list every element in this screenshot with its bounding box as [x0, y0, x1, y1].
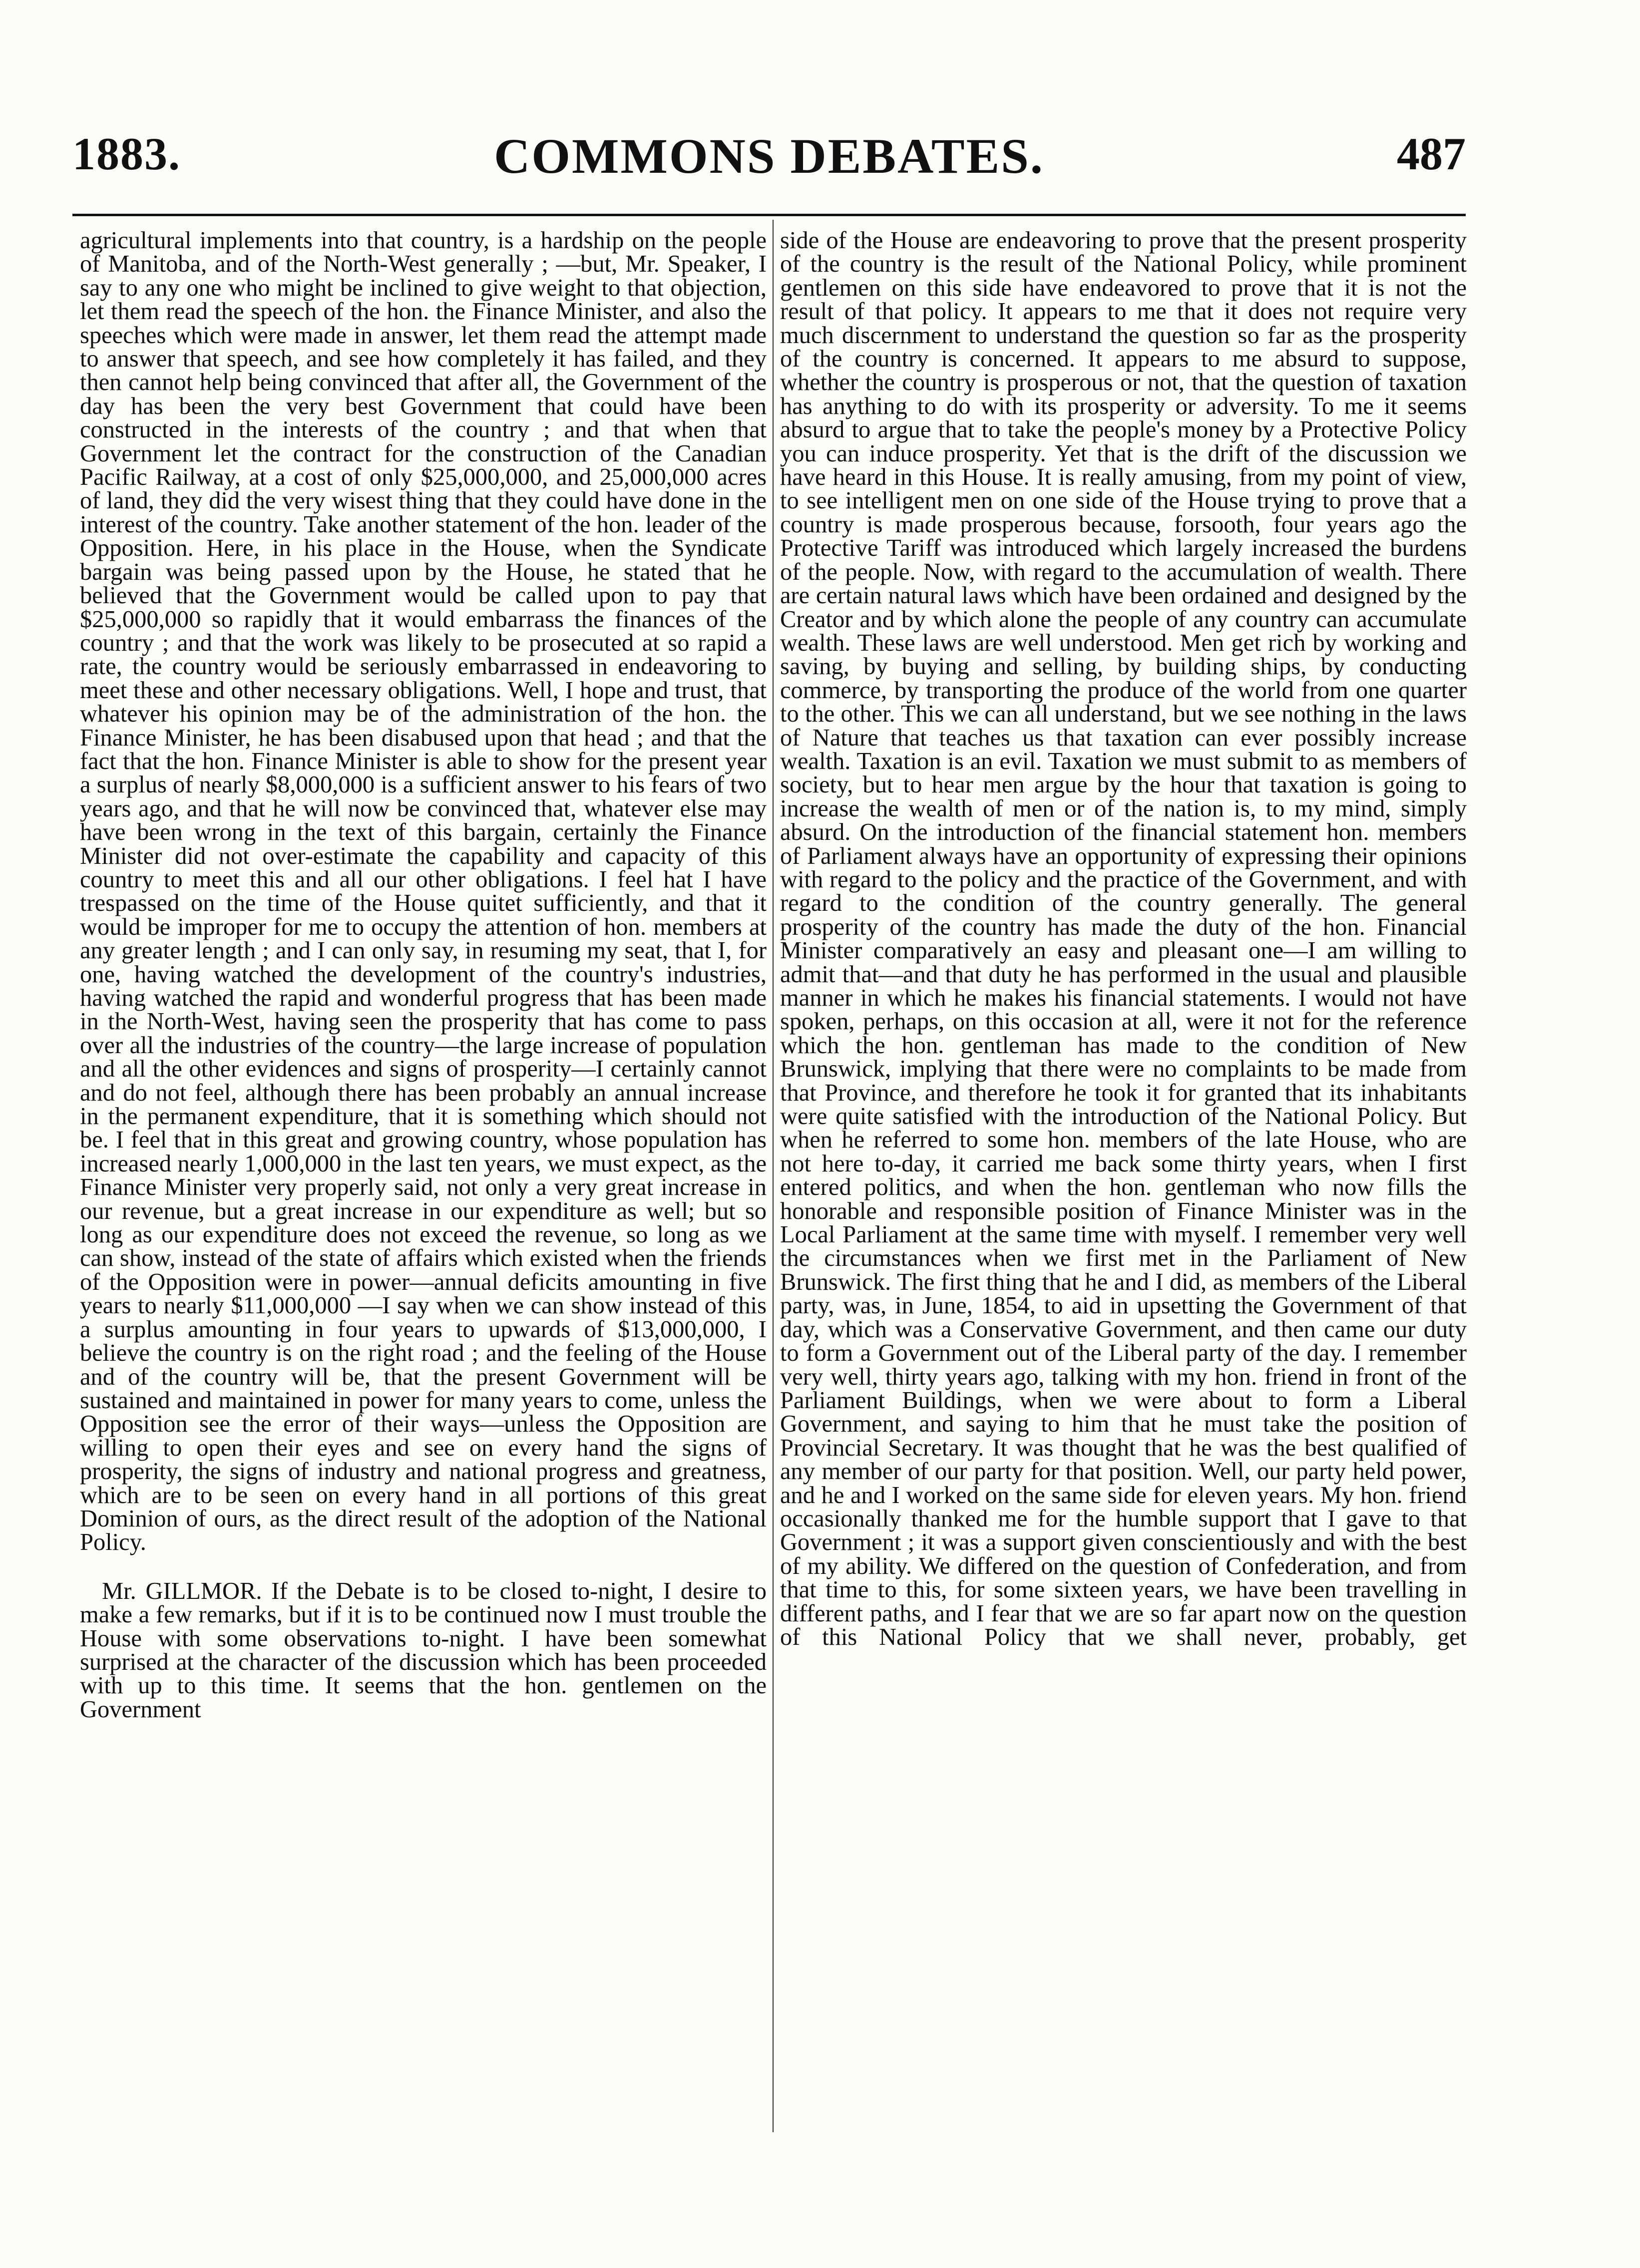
- left-column: [80, 229, 767, 1721]
- column-divider: [773, 220, 774, 2132]
- page-header: [72, 127, 1466, 202]
- header-rule: [72, 214, 1466, 216]
- right-paragraph-1: side of the House are endeavoring to prove that the present prosperity of the country is the result of the National Policy, while prominent gentlemen on this side have endeavored to prove that it is not the result of that policy. It appears to me that it does not require very much discernment to understand the question so far as the prosperity of the country is concerned. It appears to me absurd to suppose, whether the country is prosperous or not, that the question of taxation has anything to do with its prosperity or adversity. To me it seems absurd to argue that to take the people's money by a Protective Policy you can induce prosperity. Yet that is the drift of the discussion we have heard in this House. It is really amusing, from my point of view, to see intelligent men on one side of the House trying to prove that a country is made prosperous because, forsooth, four years ago the Protective Tariff was introduced which largely increased the burdens of the people. Now, with regard to the accumulation of wealth. There are certain natural laws which have been ordained and designed by the Creator and by which alone the people of any country can accumulate wealth. These laws are well understood. Men get rich by working and saving, by buying and selling, by building ships, by conducting commerce, by transporting the produce of the world from one quarter to the other. This we can all understand, but we see nothing in the laws of Nature that teaches us that taxation can ever possibly increase wealth. Taxation is an evil. Taxation we must submit to as members of society, but to hear men argue by the hour that taxation is going to increase the wealth of men or of the nation is, to my mind, simply absurd. On the introduction of the financial statement hon. members of Parliament always have an opportunity of expressing their opinions with regard to the policy and the practice of the Government, and with regard to the condition of the country generally. The general prosperity of the country has made the duty of the hon. Financial Minister comparatively an easy and pleasant one—I am willing to admit that—and that duty he has performed in the usual and plausible manner in which he makes his financial statements. I would not have spoken, perhaps, on this occasion at all, were it not for the reference which the hon. gentleman has made to the condition of New Brunswick, implying that there were no complaints to be made from that Province, and therefore he took it for granted that its inhabitants were quite satisfied with the introduction of the National Policy. But when he referred to some hon. members of the late House, who are not here to-day, it carried me back some thirty years, when I first entered politics, and when the hon. gentleman who now fills the honorable and responsible position of Finance Minister was in the Local Parliament at the same time with myself. I remember very well the circumstances when we first met in the Parliament of New Brunswick. The first thing that he and I did, as members of the Liberal party, was, in June, 1854, to aid in upsetting the Government of that day, which was a Conservative Government, and then came our duty to form a Government out of the Liberal party of the day. I remember very well, thirty years ago, talking with my hon. friend in front of the Parliament Buildings, when we were about to form a Liberal Government, and saying to him that he must take the position of Provincial Secretary. It was thought that he was the best qualified of any member of our party for that position. Well, our party held power, and he and I worked on the same side for eleven years. My hon. friend occasionally thanked me for the humble support that I gave to that Government ; it was a support given conscientiously and with the best of my ability. We differed on the question of Confederation, and from that time to this, for some sixteen years, we have been travelling in different paths, and I fear that we are so far apart now on the question of this National Policy that we shall never, probably, get: [780, 227, 1467, 1650]
- left-paragraph-2: Mr. GILLMOR. If the Debate is to be closed to-night, I desire to make a few remarks, but if it is to be continued now I must trouble the House with some observations to-night. I have been somewhat surprised at the character of the discussion which has been proceeded with up to this time. It seems that the hon. gentlemen on the Government: [80, 1577, 767, 1723]
- header-title: COMMONS DEBATES.: [494, 128, 1044, 184]
- header-year: 1883.: [72, 128, 181, 179]
- paragraph-gap: [80, 1554, 767, 1579]
- right-column: [780, 229, 1467, 1649]
- page-number: 487: [1397, 128, 1466, 179]
- left-paragraph-1: agricultural implements into that country, is a hardship on the people of Manitoba, and of the North-West generally ; —but, Mr. Speaker, I say to any one who might be inclined to give weight to that objection, let them read the speech of the hon. the Finance Minister, and also the speeches which were made in answer, let them read the attempt made to answer that speech, and see how completely it has failed, and they then cannot help being convinced that after all, the Government of the day has been the very best Government that could have been constructed in the interests of the country ; and that when that Government let the contract for the construction of the Canadian Pacific Railway, at a cost of only $25,000,000, and 25,000,000 acres of land, they did the very wisest thing that they could have done in the interest of the country. Take another statement of the hon. leader of the Opposition. Here, in his place in the House, when the Syndicate bargain was being passed upon by the House, he stated that he believed that the Government would be called upon to pay that $25,000,000 so rapidly that it would embarrass the finances of the country ; and that the work was likely to be prosecuted at so rapid a rate, the country would be seriously embarrassed in endeavoring to meet these and other necessary obligations. Well, I hope and trust, that whatever his opinion may be of the administration of the hon. the Finance Minister, he has been disabused upon that head ; and that the fact that the hon. Finance Minister is able to show for the present year a surplus of nearly $8,000,000 is a sufficient answer to his fears of two years ago, and that he will now be convinced that, whatever else may have been wrong in the text of this bargain, certainly the Finance Minister did not over-estimate the capability and capacity of this country to meet this and all our other obligations. I feel hat I have trespassed on the time of the House quitet sufficiently, and that it would be improper for me to occupy the attention of hon. members at any greater length ; and I can only say, in resuming my seat, that I, for one, having watched the development of the country's industries, having watched the rapid and wonderful progress that has been made in the North-West, having seen the prosperity that has come to pass over all the industries of the country—the large increase of population and all the other evidences and signs of prosperity—I certainly cannot and do not feel, although there has been probably an annual increase in the permanent expenditure, that it is something which should not be. I feel that in this great and growing country, whose population has increased nearly 1,000,000 in the last ten years, we must expect, as the Finance Minister very properly said, not only a very great increase in our revenue, but a great increase in our expenditure as well; but so long as our expenditure does not exceed the revenue, so long as we can show, instead of the state of affairs which existed when the friends of the Opposition were in power—annual deficits amounting in five years to nearly $11,000,000 —I say when we can show instead of this a surplus amounting in four years to upwards of $13,000,000, I believe the country is on the right road ; and the feeling of the House and of the country will be, that the present Government will be sustained and maintained in power for many years to come, unless the Opposition see the error of their ways—unless the Opposition are willing to open their eyes and see on every hand the signs of prosperity, the signs of industry and national progress and greatness, which are to be seen on every hand in all portions of this great Dominion of ours, as the direct result of the adoption of the National Policy.: [80, 227, 767, 1556]
